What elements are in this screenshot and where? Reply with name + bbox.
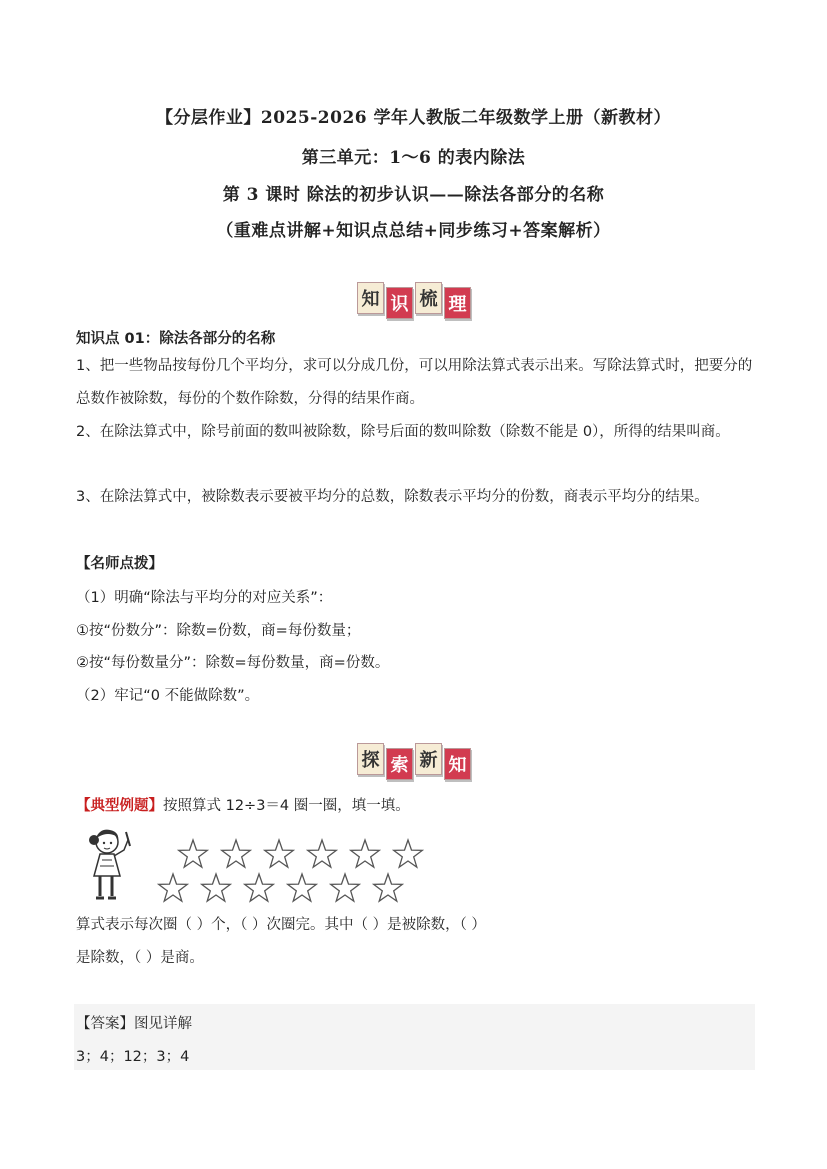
example-fill-line-1: 算式表示每次圈（ ）个，（ ）次圈完。其中（ ）是被除数，（ ） [76,917,486,933]
header-title-3: 第 3 课时 除法的初步认识——除法各部分的名称 [222,185,605,205]
star-outline-icon [286,872,318,904]
tips-line-2: ①按“份数分”：除数=份数，商=每份数量； [76,623,361,639]
tips-line-3: ②按“每份数量分”：除数=每份数量，商=份数。 [76,655,390,671]
badge-char: 知 [357,282,384,314]
badge-char: 新 [415,743,442,775]
badge-char: 识 [386,287,413,319]
badge-char: 梳 [415,282,442,314]
badge-char: 理 [444,287,471,319]
badge-explore-new [357,743,471,779]
star-outline-icon [243,872,275,904]
star-outline-icon [349,838,381,870]
star-outline-icon [157,872,189,904]
example-question: 按照算式 12÷3＝4 圈一圈，填一填。 [163,798,410,814]
answer-values: 3；4；12；3；4 [76,1049,190,1065]
badge-char: 索 [386,748,413,780]
knowledge-paragraph-2: 2、在除法算式中，除号前面的数叫被除数，除号后面的数叫除数（除数不能是 0），所得的结果叫商。 [76,424,730,440]
badge-char: 知 [444,748,471,780]
star-outline-icon [372,872,404,904]
tips-line-4: （2）牢记“0 不能做除数”。 [76,688,260,704]
star-outline-icon [263,838,295,870]
tips-heading: 【名师点拨】 [76,556,163,572]
badge-char: 探 [357,743,384,775]
knowledge-heading: 知识点 01：除法各部分的名称 [76,331,276,347]
star-outline-icon [392,838,424,870]
header-title-2: 第三单元：1～6 的表内除法 [301,148,526,168]
tips-line-1: （1）明确“除法与平均分的对应关系”： [76,590,333,606]
example-fill-line-2: 是除数，（ ）是商。 [76,950,204,966]
header-title-4: （重难点讲解+知识点总结+同步练习+答案解析） [216,221,611,241]
star-outline-icon [306,838,338,870]
star-outline-icon [329,872,361,904]
header-title-1: 【分层作业】2025-2026 学年人教版二年级数学上册（新教材） [155,108,672,128]
girl-figure-icon [80,826,142,906]
star-outline-icon [200,872,232,904]
example-label: 【典型例题】 [76,798,163,814]
star-outline-icon [220,838,252,870]
knowledge-paragraph-3: 3、在除法算式中，被除数表示要被平均分的总数，除数表示平均分的份数，商表示平均分的结果。 [76,489,709,505]
knowledge-paragraph-1: 1、把一些物品按每份几个平均分，求可以分成几份，可以用除法算式表示出来。写除法算式时，把要分的总数作被除数，每份的个数作除数，分得的结果作商。 [76,358,753,407]
badge-knowledge-review [357,282,471,318]
example-line [76,794,410,815]
star-outline-icon [177,838,209,870]
answer-label: 【答案】图见详解 [76,1016,192,1032]
